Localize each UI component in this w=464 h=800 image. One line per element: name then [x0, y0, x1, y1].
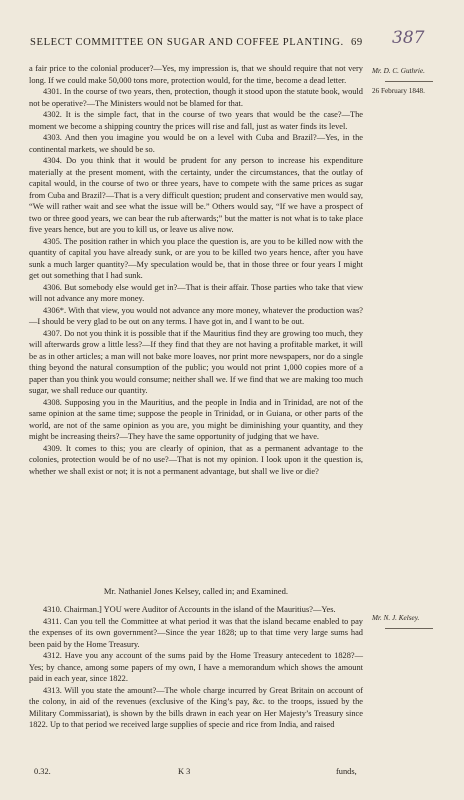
paragraph: 4312. Have you any account of the sums paid by the Home Treasury antecedent to 1828?—Yes; by chance, among some papers of my own, I have a memorandum which shows the amount paid in each year, since 1822.	[29, 651, 363, 683]
footer-signature-letter: K 3	[178, 767, 191, 776]
margin-witness-guthrie	[372, 67, 458, 76]
margin-witness-kelsey	[372, 614, 458, 623]
witness-heading: Mr. Nathaniel Jones Kelsey, called in; and Examined.	[103, 586, 289, 596]
margin-witness-name: Mr. N. J. Kelsey.	[372, 614, 420, 622]
paragraph: 4306*. With that view, you would not advance any more money, whatever the production was?—I should be very glad to be out on any terms. I have got in, and I want to be out.	[29, 305, 363, 326]
paragraph: 4303. And then you imagine you would be on a level with Cuba and Brazil?—Yes, in the continental markets, we should be so.	[29, 133, 363, 154]
paragraph: a fair price to the colonial producer?—Yes, my impression is, that we should require that not very long. If we could make 50,000 tons more, protection would, for the time, become a dead letter.	[29, 64, 363, 85]
margin-date: 26 February 1848.	[372, 87, 425, 95]
paragraph: 4307. Do not you think it is possible that if the Mauritius find they are growing too much, they will afterwards grow a little less?—If they find that they are not having a profitable market, it will be as in other articles; a man will not bake more loaves, nor print more newspapers, nor do a single thing beyond the natural consumption of the public; you would not print 1,000 copies more of a paper than you think you would consume; neither shall we. If we find that we are making too much sugar, we shall reduce our quantity.	[29, 328, 363, 395]
paragraph: 4311. Can you tell the Committee at what period it was that the island became enabled to pay the expenses of its own government?—Since the year 1828; up to that time very large sums had been paid by the Home Treasury.	[29, 616, 363, 649]
paragraph: 4310. Chairman.] YOU were Auditor of Accounts in the island of the Mauritius?—Yes.	[43, 605, 336, 614]
paragraph: 4309. It comes to this; you are clearly of opinion, that as a permanent advantage to the colonies, protection would be of no use?—That is not my opinion. I look upon it the question is, whether we shall exist or not; it is not a permanent advantage, but shall we live or die?	[29, 443, 363, 476]
page-number: 69	[351, 37, 363, 48]
paragraph: 4313. Will you state the amount?—The whole charge incurred by Great Britain on account of the colony, in aid of the revenues (exclusive of the King’s pay, &c. to the troops, issued by the Military Commissariat), is shown by the bills drawn in each year on Her Majesty’s Treasury since 1822. Up to that period we received large supplies of specie and rice from India, and raised	[29, 685, 363, 729]
footer-signature-mark: 0.32.	[34, 767, 51, 776]
paragraph: 4304. Do you think that it would be prudent for any person to increase his expenditure materially at the present moment, with the certainty, under the circumstances, that the outlay of capital would, in the course of two or three years, have to compete with the same prices as sugar from Cuba and Brazil?—That is a very difficult question; prudent and conservative men would say, “We will rather wait and see what the issue will be.” Others would say, “If we have a prospect of two or three good years, we can bear the rub afterwards;” but the matter is not what is to take place five years hence, but are you to kill us, or leave us alive now.	[29, 156, 363, 234]
paragraph: 4306. But somebody else would get in?—That is their affair. Those parties who take that view will not advance any more money.	[29, 282, 363, 303]
footer-catchword: funds,	[336, 767, 357, 776]
margin-rule	[385, 628, 433, 629]
paragraph: 4301. In the course of two years, then, protection, though it stood upon the statute book, would not be operative?—The Ministers would not be blamed for that.	[29, 87, 363, 108]
paragraph: 4308. Supposing you in the Mauritius, and the people in India and in Trinidad, are not of the same opinion at the same time; suppose the people in Trinidad, or in Guiana, or other parts of the world, are not of the same opinion as you are, you might be diminishing your quantity, and they might be increasing theirs?—They have the same opportunity of judging that we have.	[29, 397, 363, 441]
header-title: SELECT COMMITTEE ON SUGAR AND COFFEE PLANTING.	[30, 37, 344, 48]
testimony-guthrie	[29, 63, 363, 477]
margin-witness-name: Mr. D. C. Guthrie.	[372, 67, 425, 75]
handwritten-folio-number: 387	[392, 28, 425, 48]
margin-rule	[385, 81, 433, 82]
paragraph: 4302. It is the simple fact, that in the course of two years that would be the case?—The moment we become a shipping country the prices will rise and fall, just as water finds its level.	[29, 110, 363, 131]
paragraph: 4305. The position rather in which you place the question is, are you to be killed now with the quantity of capital you have already sunk, or are you to be killed two years hence, after you have sunk a much larger quantity?—My speculation would be, that in those three or four years I might get out something that I had sunk.	[29, 236, 363, 280]
testimony-kelsey	[29, 604, 363, 731]
running-header	[30, 37, 363, 48]
